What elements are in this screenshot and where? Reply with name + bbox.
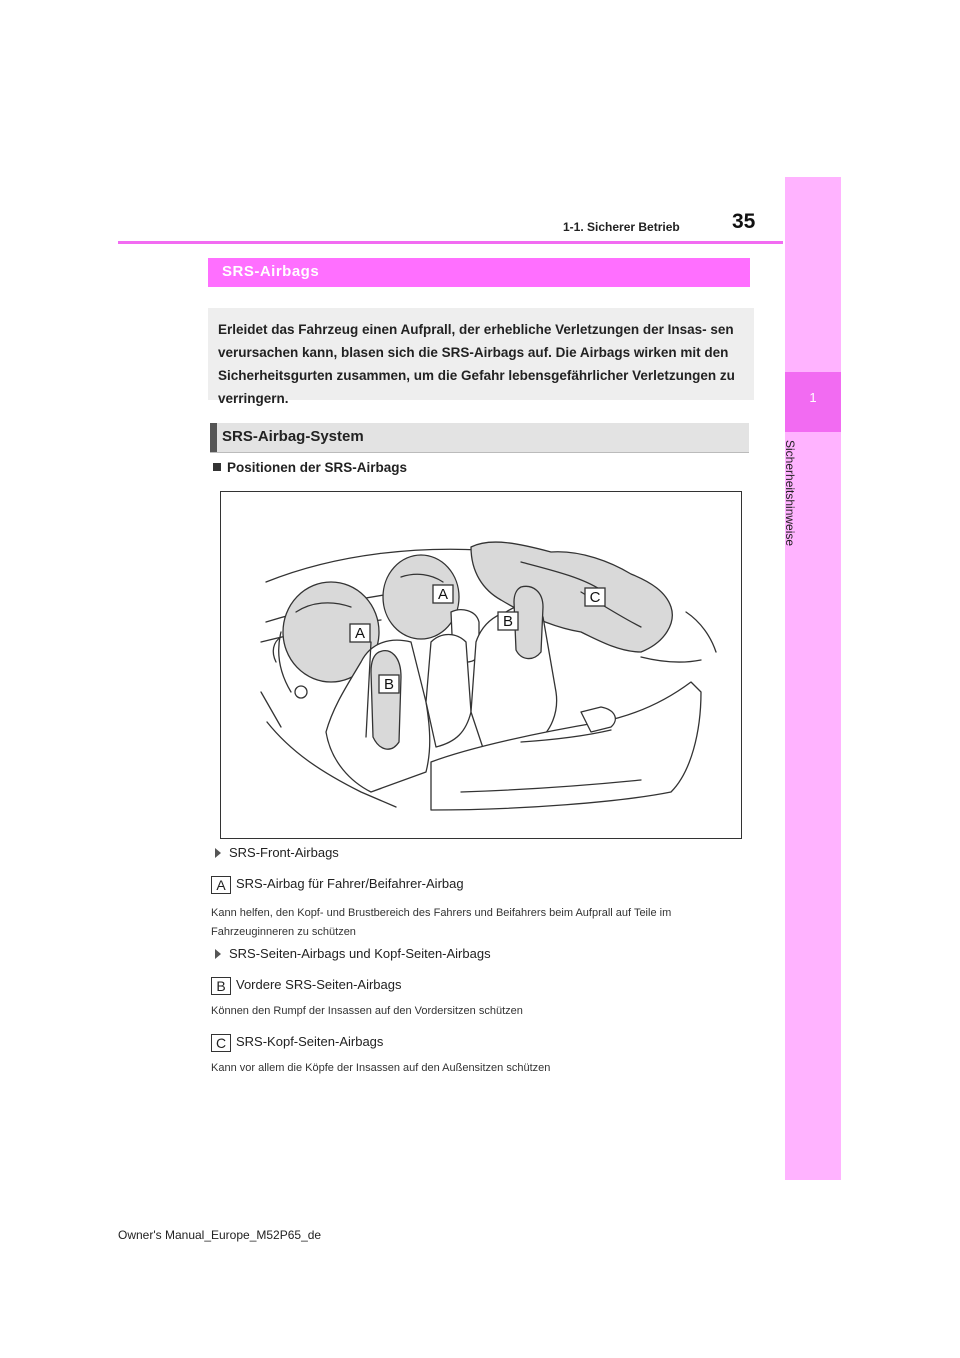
group-heading-front [215,845,339,860]
chapter-label-text: Sicherheitshinweise [783,440,797,547]
intro-text: Erleidet das Fahrzeug einen Aufprall, der erhebliche Verletzungen der Insas- sen verursachen kann, blasen sich die SRS-Airbags auf. Die Airbags wirken mit den Sicherheitsgurten zusammen, um die Gefahr lebensgefährlicher Verletzungen zu verringern. [218,322,735,406]
chapter-label [783,440,807,570]
letter-box-b: B [211,977,231,995]
triangle-bullet-icon [215,848,221,858]
group-heading-side-text: SRS-Seiten-Airbags und Kopf-Seiten-Airbags [229,946,491,961]
item-a-label: SRS-Airbag für Fahrer/Beifahrer-Airbag [236,876,464,891]
subheading-rule [210,452,749,453]
driver-side-airbag [371,651,401,749]
header-rule [118,241,783,244]
page-title-bar [208,258,750,287]
item-a-desc: Kann helfen, den Kopf- und Brustbereich des Fahrers und Beifahrers beim Aufprall auf Teile im Fahrzeuginneren zu schützen [211,907,672,938]
label-b-driver: B [383,676,395,693]
subheading: SRS-Airbag-System [222,428,364,445]
label-b-passenger: B [502,613,514,630]
letter-box-c: C [211,1034,231,1052]
subheading-accent [210,423,217,452]
item-b [211,977,401,995]
section-header: 1-1. Sicherer Betrieb [563,220,680,234]
chapter-number: 1 [809,390,817,405]
item-c-label: SRS-Kopf-Seiten-Airbags [236,1034,384,1049]
section-heading-text: Positionen der SRS-Airbags [227,460,408,475]
airbag-illustration [221,492,741,838]
chapter-side-strip [785,177,841,1180]
intro-box [208,308,754,406]
item-b-label: Vordere SRS-Seiten-Airbags [236,977,402,992]
item-c [211,1034,383,1052]
airbag-diagram [220,491,742,839]
page-number: 35 [732,210,756,233]
subheading-bar [210,423,749,452]
item-b-desc: Können den Rumpf der Insassen auf den Vordersitzen schützen [211,1005,523,1017]
group-heading-side [215,946,491,961]
item-c-desc: Kann vor allem die Köpfe der Insassen auf den Außensitzen schützen [211,1062,551,1074]
footer-text: Owner's Manual_Europe_M52P65_de [118,1228,322,1242]
label-a-passenger: A [437,586,449,603]
label-c: C [589,589,601,606]
page-title: SRS-Airbags [222,263,320,280]
section-heading [213,460,407,475]
letter-box-a: A [211,876,231,894]
item-a [211,876,464,894]
label-a-driver: A [354,625,366,642]
group-heading-front-text: SRS-Front-Airbags [229,845,339,860]
triangle-bullet-icon [215,949,221,959]
square-bullet-icon [213,463,221,471]
